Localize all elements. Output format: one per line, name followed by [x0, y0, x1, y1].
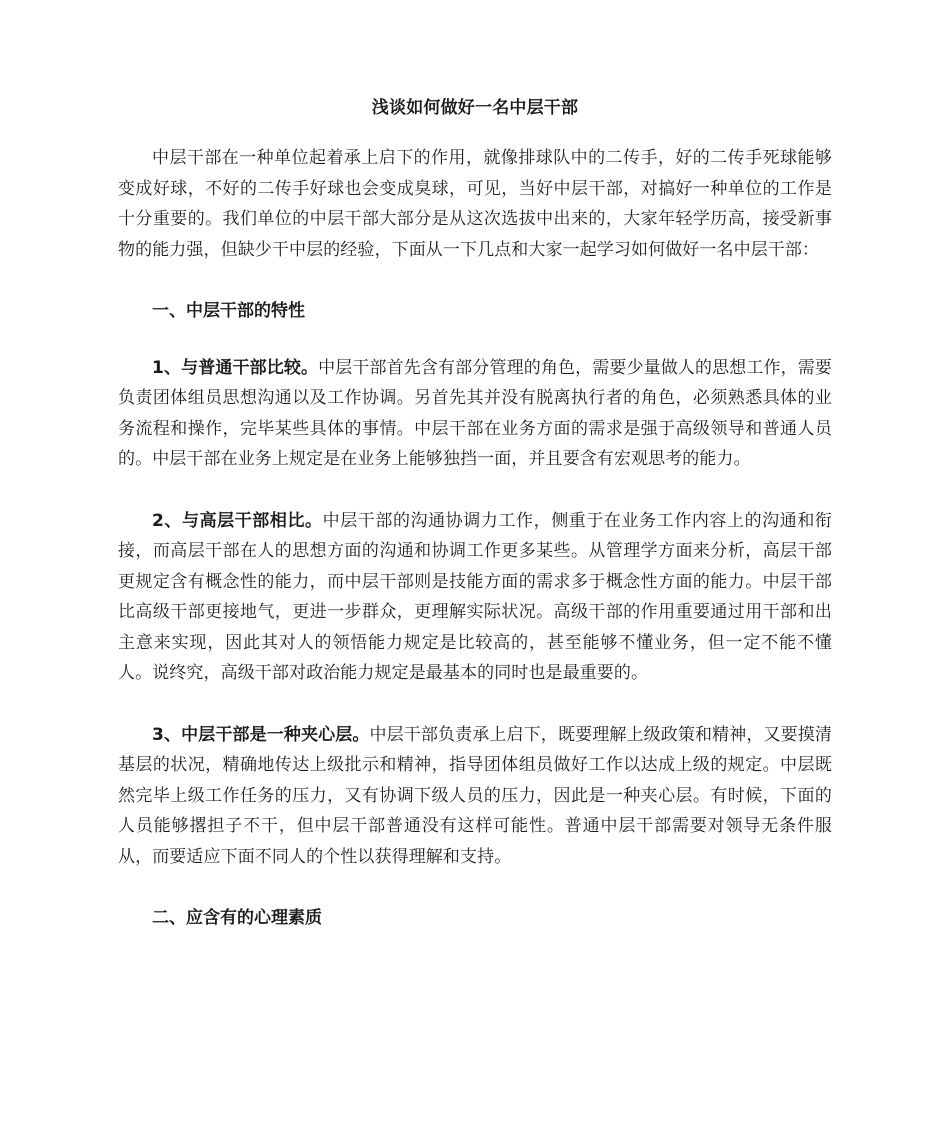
section-heading-psychological-quality: 二、应含有的心理素质 — [152, 908, 322, 928]
document-title: 浅谈如何做好一名中层干部 — [371, 98, 579, 118]
intro-paragraph: 中层干部在一种单位起着承上启下的作用，就像排球队中的二传手，好的二传手死球能够变成好球，不好的二传手好球也会变成臭球，可见，当好中层干部，对搞好一种单位的工作是十分重要的。我们单位的中层干部大部分是从这次选拔中出来的，大家年轻学历高，接受新事物的能力强，但缺少干中层的经验，下面从一下几点和大家一起学习如何做好一名中层干部： — [118, 148, 832, 260]
paragraph-body: 中层干部的沟通协调力工作，侧重于在业务工作内容上的沟通和衔接，而高层干部在人的思想方面的沟通和协调工作更多某些。从管理学方面来分析，高层干部更规定含有概念性的能力，而中层干部则是技能方面的需求多于概念性方面的能力。中层干部比高级干部更接地气，更进一步群众，更理解实际状况。高级干部的作用重要通过用干部和出主意来实现，因此其对人的领悟能力规定是比较高的，甚至能够不懂业务，但一定不能不懂人。说终究，高级干部对政治能力规定是最基本的同时也是最重要的。 — [118, 510, 832, 683]
paragraph-lead: 2、与高层干部相比。 — [152, 510, 323, 531]
section-heading-characteristics: 一、中层干部的特性 — [152, 301, 305, 321]
paragraph-comparison-ordinary — [118, 353, 832, 475]
paragraph-comparison-senior — [118, 506, 832, 689]
paragraph-body: 中层干部首先含有部分管理的角色，需要少量做人的思想工作，需要负责团体组员思想沟通以及工作协调。另首先其并没有脱离执行者的角色，必须熟悉具体的业务流程和操作，完毕某些具体的事情。中层干部在业务方面的需求是强于高级领导和普通人员的。中层干部在业务上规定是在业务上能够独挡一面，并且要含有宏观思考的能力。 — [118, 357, 833, 469]
paragraph-lead: 1、与普通干部比较。 — [152, 357, 319, 378]
paragraph-sandwich-layer — [118, 720, 832, 873]
paragraph-body: 中层干部负责承上启下，既要理解上级政策和精神，又要摸清基层的状况，精确地传达上级批示和精神，指导团体组员做好工作以达成上级的规定。中层既然完毕上级工作任务的压力，又有协调下级人员的压力，因此是一种夹心层。有时候，下面的人员能够撂担子不干，但中层干部普通没有这样可能性。普通中层干部需要对领导无条件服从，而要适应下面不同人的个性以获得理解和支持。 — [118, 724, 832, 867]
paragraph-lead: 3、中层干部是一种夹心层。 — [152, 724, 370, 745]
